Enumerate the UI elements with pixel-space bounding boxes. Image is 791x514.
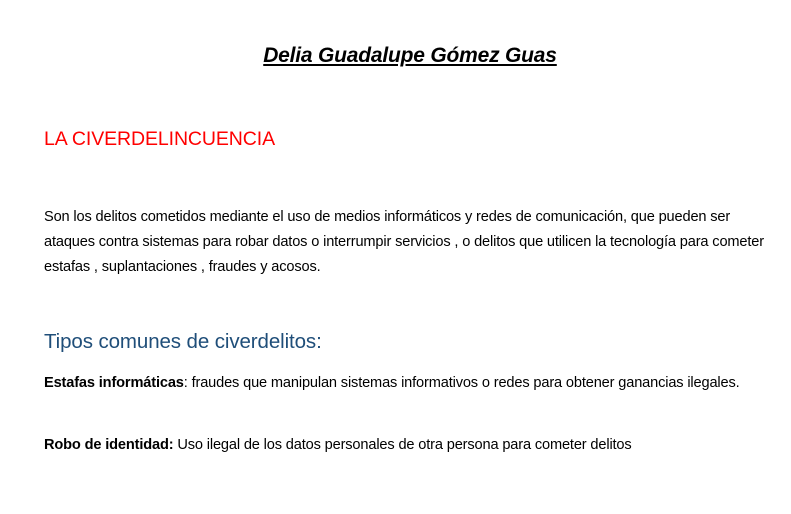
item-description: : fraudes que manipulan sistemas informativos o redes para obtener ganancias ilegales. <box>183 375 740 391</box>
author-name-title: Delia Guadalupe Gómez Guas <box>263 44 557 67</box>
item-term: Robo de identidad: <box>44 437 174 453</box>
list-item <box>44 433 774 458</box>
section-title: LA CIVERDELINCUENCIA <box>44 128 275 150</box>
list-item <box>44 371 774 396</box>
intro-paragraph: Son los delitos cometidos mediante el uso de medios informáticos y redes de comunicación, que pueden ser ataques contra sistemas para robar datos o interrumpir servicios , o delitos que utilicen la tecnología para cometer estafas , suplantaciones , fraudes y acosos. <box>44 209 764 275</box>
item-description: Uso ilegal de los datos personales de otra persona para cometer delitos <box>173 437 632 453</box>
subsection-title: Tipos comunes de civerdelitos: <box>44 330 322 353</box>
item-term: Estafas informáticas <box>44 375 184 391</box>
